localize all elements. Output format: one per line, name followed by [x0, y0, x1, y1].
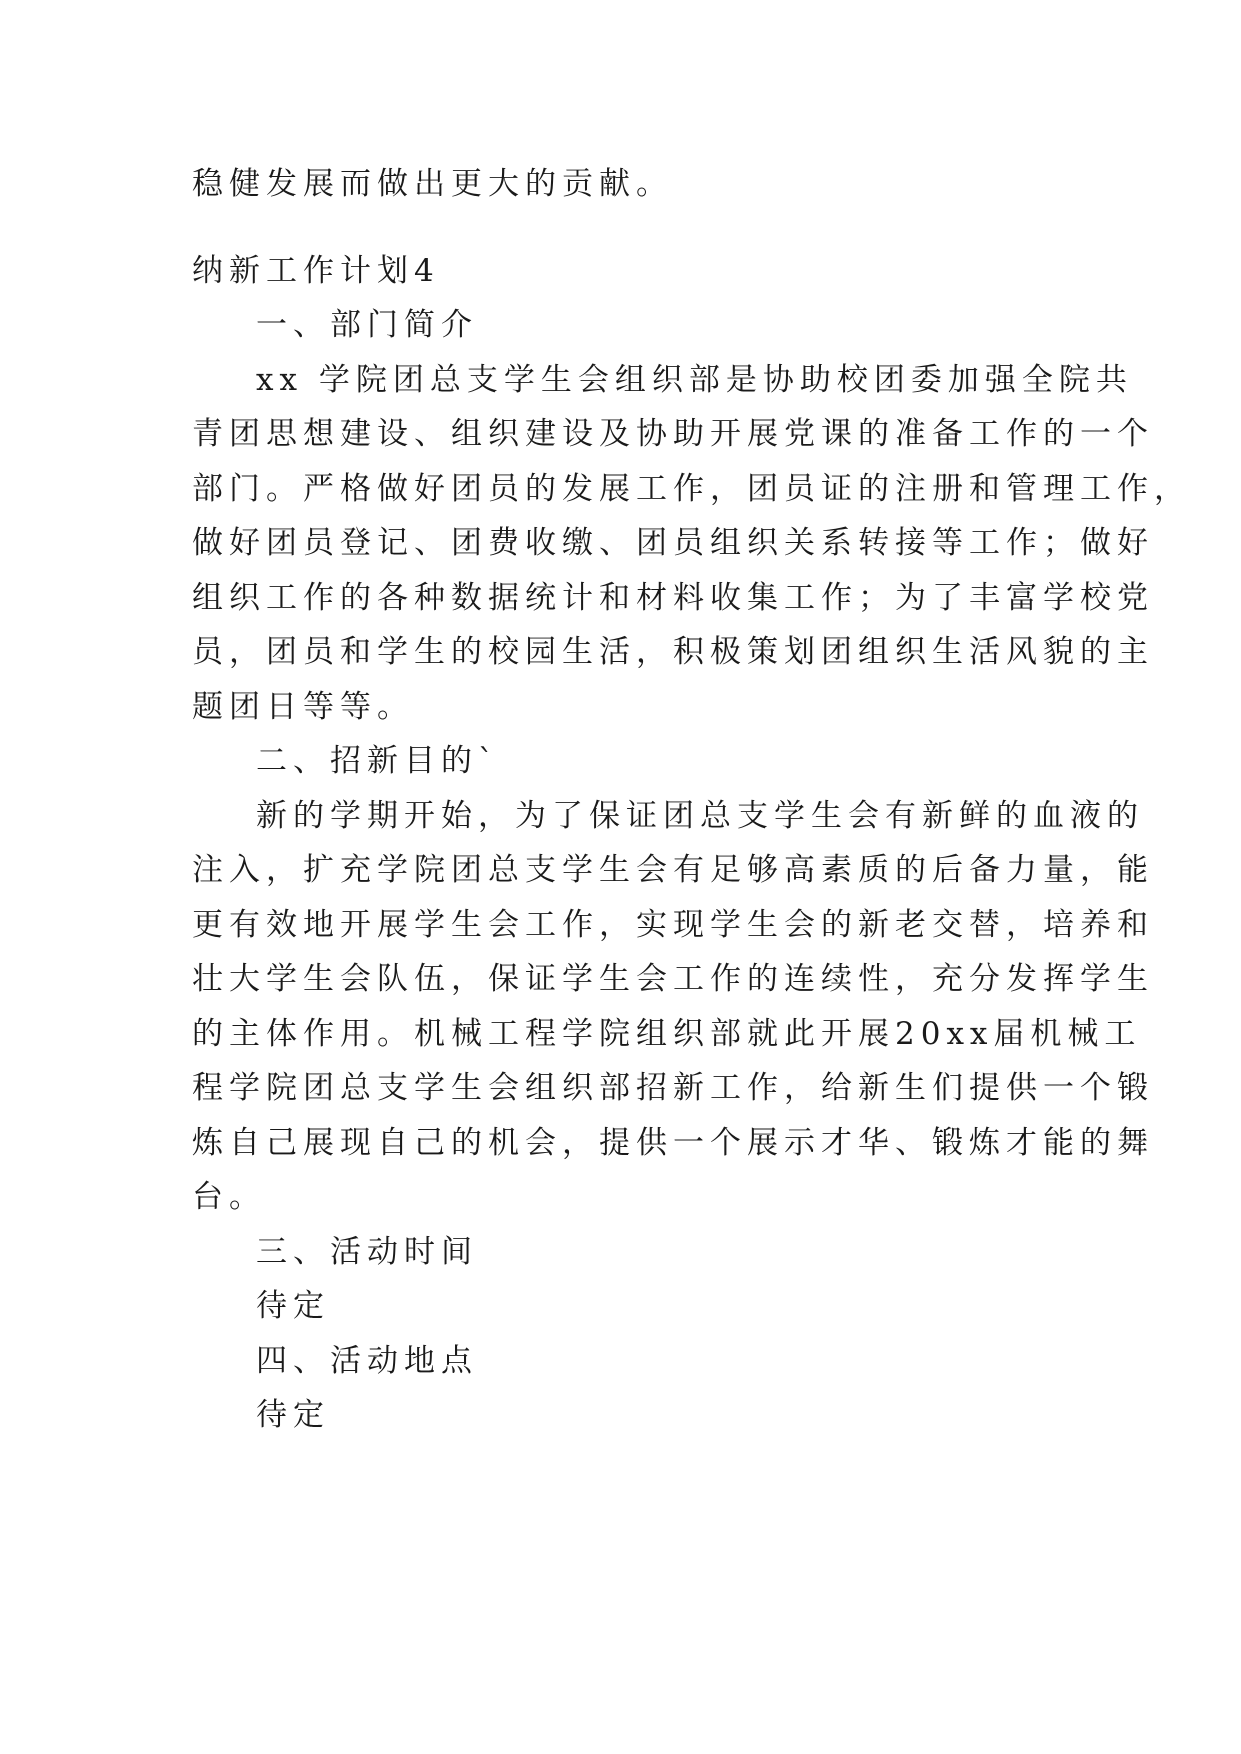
text-line: 更有效地开展学生会工作，实现学生会的新老交替，培养和	[192, 907, 1154, 943]
text-line: 组织工作的各种数据统计和材料收集工作；为了丰富学校党	[192, 580, 1154, 616]
text-line: 台。	[192, 1179, 266, 1215]
heading-recruit-purpose: 二、招新目的`	[256, 743, 500, 779]
text-line: 题团日等等。	[192, 689, 414, 725]
text-line: 壮大学生会队伍，保证学生会工作的连续性，充分发挥学生	[192, 961, 1154, 997]
text-line: 待定	[256, 1288, 330, 1324]
section-title: 纳新工作计划4	[192, 253, 440, 289]
text-line: 稳健发展而做出更大的贡献。	[192, 166, 673, 202]
text-line: 的主体作用。机械工程学院组织部就此开展20xx届机械工	[192, 1016, 1142, 1052]
text-line: 新的学期开始，为了保证团总支学生会有新鲜的血液的	[256, 798, 1144, 834]
heading-activity-location: 四、活动地点	[256, 1343, 478, 1379]
text-line: 程学院团总支学生会组织部招新工作，给新生们提供一个锻	[192, 1070, 1154, 1106]
text-line: xx 学院团总支学生会组织部是协助校团委加强全院共	[256, 362, 1133, 398]
heading-department-intro: 一、部门简介	[256, 307, 478, 343]
text-line: 员，团员和学生的校园生活，积极策划团组织生活风貌的主	[192, 634, 1154, 670]
text-line: 青团思想建设、组织建设及协助开展党课的准备工作的一个	[192, 416, 1154, 452]
text-line: 炼自己展现自己的机会，提供一个展示才华、锻炼才能的舞	[192, 1125, 1154, 1161]
text-line: 部门。严格做好团员的发展工作，团员证的注册和管理工作，	[192, 471, 1191, 507]
text-line: 待定	[256, 1397, 330, 1433]
heading-activity-time: 三、活动时间	[256, 1234, 478, 1270]
text-line: 注入，扩充学院团总支学生会有足够高素质的后备力量，能	[192, 852, 1154, 888]
text-line: 做好团员登记、团费收缴、团员组织关系转接等工作；做好	[192, 525, 1154, 561]
